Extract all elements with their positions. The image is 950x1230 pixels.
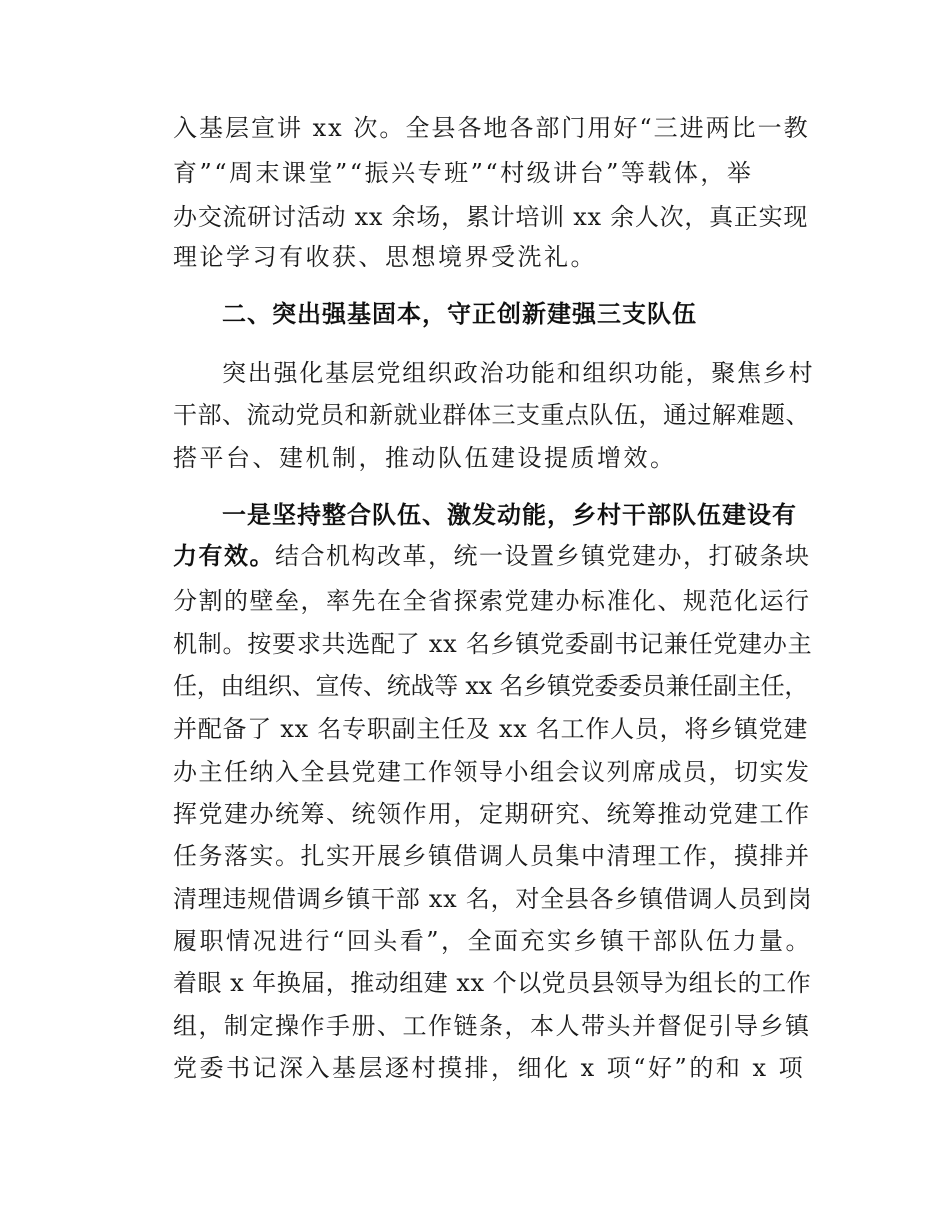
paragraph-line: 入基层宣讲 xx 次。全县各地各部门用好“三进两比一教 xyxy=(173,114,810,142)
paragraph-line: 理论学习有收获、思想境界受洗礼。 xyxy=(173,243,597,271)
bold-lead-sentence-end: 力有效。 xyxy=(173,542,275,570)
paragraph-line: 搭平台、建机制，推动队伍建设提质增效。 xyxy=(173,444,677,472)
paragraph-line: 清理违规借调乡镇干部 xx 名，对全县各乡镇借调人员到岗 xyxy=(173,885,813,913)
paragraph-text: 结合机构改革，统一设置乡镇党建办，打破条块 xyxy=(275,542,811,570)
paragraph-line: 分割的壁垒，率先在全省探索党建办标准化、规范化运行 xyxy=(173,587,811,615)
paragraph-line: 组，制定操作手册、工作链条，本人带头并督促引导乡镇 xyxy=(173,1012,811,1040)
paragraph-line: 任，由组织、宣传、统战等 xx 名乡镇党委委员兼任副主任， xyxy=(173,672,809,700)
paragraph-line: 机制。按要求共选配了 xx 名乡镇党委副书记兼任党建办主 xyxy=(173,630,813,658)
paragraph-line: 并配备了 xx 名专职副主任及 xx 名工作人员，将乡镇党建 xyxy=(173,715,809,743)
paragraph-line: 突出强化基层党组织政治功能和组织功能，聚焦乡村 xyxy=(222,359,815,387)
paragraph-line: 任务落实。扎实开展乡镇借调人员集中清理工作，摸排并 xyxy=(173,842,811,870)
paragraph-line: 办主任纳入全县党建工作领导小组会议列席成员，切实发 xyxy=(173,758,811,786)
paragraph-line: 干部、流动党员和新就业群体三支重点队伍，通过解难题、 xyxy=(173,401,810,429)
paragraph-line: 着眼 x 年换届，推动组建 xx 个以党员县领导为组长的工作 xyxy=(173,969,812,997)
paragraph-line xyxy=(173,540,811,572)
paragraph-line: 挥党建办统筹、统领作用，定期研究、统筹推动党建工作 xyxy=(173,800,811,828)
paragraph-line: 育”“周末课堂”“振兴专班”“村级讲台”等载体，举 xyxy=(173,159,754,187)
bold-lead-sentence: 一是坚持整合队伍、激发动能，乡村干部队伍建设有 xyxy=(222,501,797,529)
paragraph-line: 党委书记深入基层逐村摸排，细化 x 项“好”的和 x 项 xyxy=(173,1054,806,1082)
paragraph-line: 办交流研讨活动 xx 余场，累计培训 xx 余人次，真正实现 xyxy=(173,203,809,231)
section-heading: 二、突出强基固本，守正创新建强三支队伍 xyxy=(222,300,697,328)
paragraph-line: 履职情况进行“回头看”，全面充实乡镇干部队伍力量。 xyxy=(173,927,813,955)
